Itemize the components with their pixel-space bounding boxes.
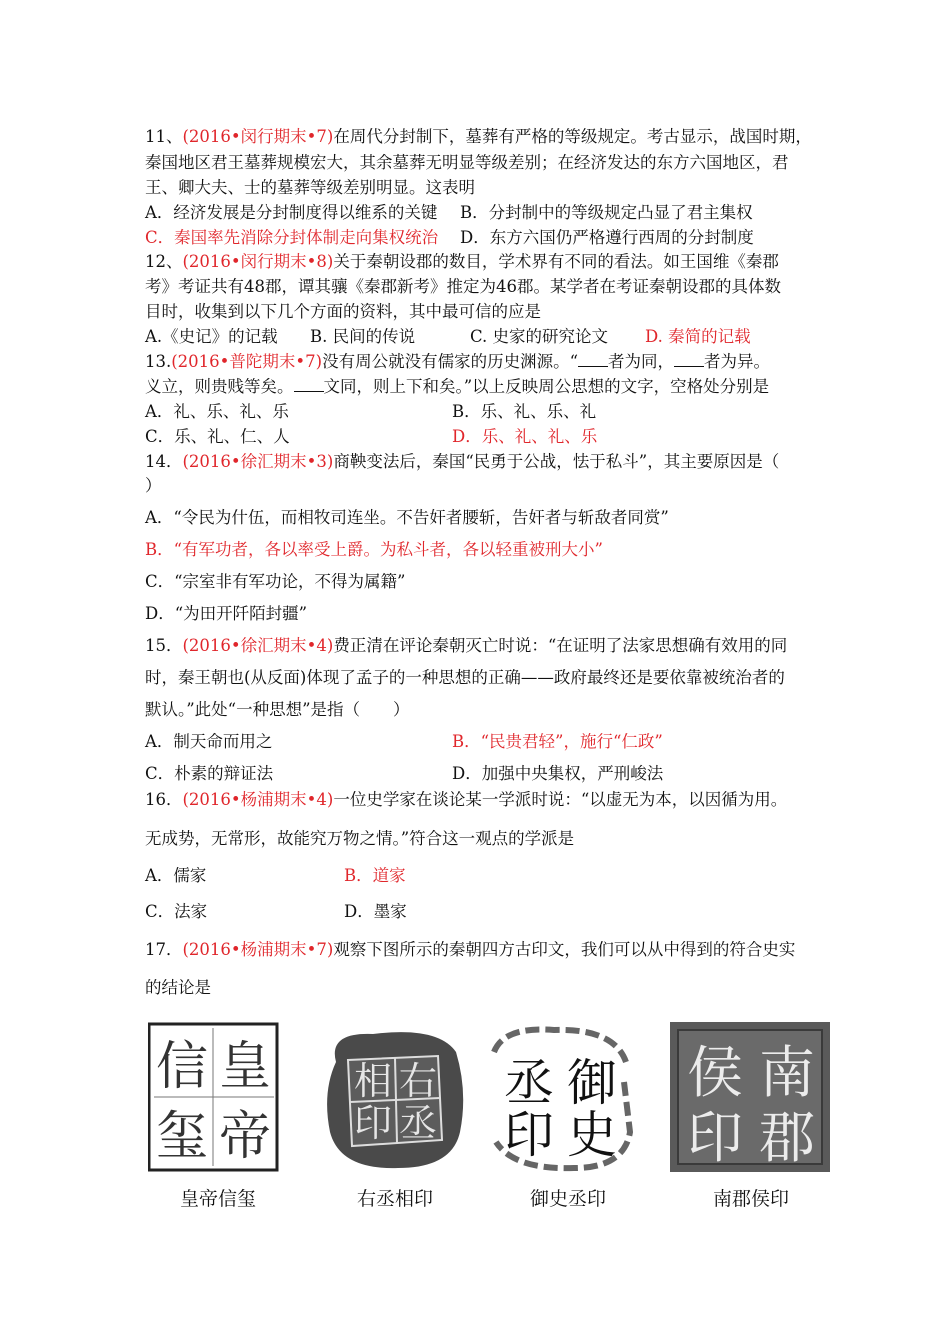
q17-text: 观察下图所示的秦朝四方古印文，我们可以从中得到的符合史实 [333, 940, 796, 959]
svg-text:印: 印 [504, 1106, 554, 1164]
svg-text:皇: 皇 [218, 1037, 272, 1097]
svg-text:相: 相 [353, 1059, 393, 1103]
q12-option-b: B. 民间的传说 [310, 327, 416, 346]
q13-line1 [145, 352, 770, 372]
seal-image-nanjun-houyin [670, 1022, 830, 1172]
q12-option-d-answer: D. 秦简的记载 [645, 327, 751, 346]
q12-option-a: A.《史记》的记载 [145, 327, 278, 346]
q13-number: 13. [145, 352, 172, 371]
q15-option-b-answer: B．“民贵君轻”，施行“仁政” [452, 732, 663, 751]
q13-text-d: 义立，则贵贱等矣。 [145, 377, 294, 396]
q15-text: 费正清在评论秦朝灭亡时说：“在证明了法家思想确有效用的同 [333, 636, 788, 655]
svg-text:印: 印 [353, 1101, 393, 1145]
q11-line3: 王、卿大夫、士的墓葬等级差别明显。这表明 [145, 178, 475, 197]
q16-number: 16． [145, 790, 183, 809]
q13-text: 没有周公就没有儒家的历史渊源。“ [322, 352, 579, 371]
q12-line3: 目时，收集到以下几个方面的资料，其中最可信的应是 [145, 302, 541, 321]
q17-number: 17． [145, 940, 183, 959]
q16-text: 一位史学家在谈论某一学派时说：“以虚无为本，以因循为用。 [333, 790, 788, 809]
q11-line2: 秦国地区君王墓葬规模宏大，其余墓葬无明显等级差别；在经济发达的东方六国地区，君 [145, 153, 789, 172]
q12-line2: 考》考证共有48郡，谭其骧《秦郡新考》推定为46郡。某学者在考证秦朝设郡的具体数 [145, 277, 781, 296]
svg-text:右: 右 [398, 1059, 438, 1103]
q11-source: (2016•闵行期末•7) [182, 127, 334, 146]
q11-option-a: A．经济发展是分封制度得以维系的关键 [145, 203, 438, 222]
svg-text:史: 史 [567, 1106, 617, 1164]
q11-option-d: D．东方六国仍严格遵行西周的分封制度 [460, 228, 754, 247]
q11-number: 11、 [145, 127, 183, 146]
q13-option-d-answer: D．乐、礼、礼、乐 [452, 427, 598, 446]
q16-option-b-answer: B．道家 [344, 866, 406, 885]
q17-line2: 的结论是 [145, 978, 211, 997]
q14-line1 [145, 452, 779, 472]
q11-option-b: B．分封制中的等级规定凸显了君主集权 [460, 203, 753, 222]
q14-text: 商鞅变法后，秦国“民勇于公战，怯于私斗”，其主要原因是（ [333, 452, 780, 471]
seal-image-yushicheng-yin [484, 1022, 634, 1172]
q15-number: 15． [145, 636, 183, 655]
seal-caption-1: 皇帝信玺 [179, 1188, 256, 1210]
svg-text:御: 御 [567, 1054, 617, 1112]
q15-line2: 时，秦王朝也(从反面)体现了孟子的一种思想的正确——政府最终还是要依靠被统治者的 [145, 668, 785, 687]
svg-text:丞: 丞 [504, 1054, 554, 1112]
seal-caption-3: 御史丞印 [529, 1188, 606, 1210]
q14-number: 14． [145, 452, 183, 471]
q14-line2: ） [145, 476, 162, 495]
q13-option-b: B．乐、礼、乐、礼 [452, 402, 597, 421]
q12-source: (2016•闵行期末•8) [182, 252, 334, 271]
q12-line1 [145, 252, 779, 272]
q15-line3: 默认。”此处“一种思想”是指（ ） [145, 700, 410, 719]
q14-option-d: D．“为田开阡陌封疆” [145, 604, 308, 623]
q13-line2 [145, 377, 769, 397]
svg-text:南: 南 [759, 1041, 815, 1106]
q16-source: (2016•杨浦期末•4) [182, 790, 334, 809]
q16-line1 [145, 790, 787, 810]
svg-text:丞: 丞 [398, 1101, 438, 1145]
svg-text:信: 信 [155, 1037, 209, 1097]
q14-option-c: C．“宗室非有军功论，不得为属籍” [145, 572, 406, 591]
svg-text:郡: 郡 [759, 1106, 815, 1171]
svg-text:帝: 帝 [218, 1107, 272, 1167]
q13-option-c: C．乐、礼、仁、人 [145, 427, 290, 446]
q14-source: (2016•徐汇期末•3) [182, 452, 334, 471]
q12-text: 关于秦朝设郡的数目，学术界有不同的看法。如王国维《秦郡 [333, 252, 779, 271]
q17-source: (2016•杨浦期末•7) [182, 940, 334, 959]
seal-image-huangdi-xinxi [148, 1022, 280, 1172]
svg-text:印: 印 [687, 1106, 743, 1171]
q12-option-c: C. 史家的研究论文 [470, 327, 609, 346]
q13-source: (2016•普陀期末•7) [171, 352, 323, 371]
q14-option-b-answer: B．“有军功者，各以率受上爵。为私斗者，各以轻重被刑大小” [145, 540, 603, 559]
q13-text-c: 者为异。 [704, 352, 771, 371]
q15-option-c: C．朴素的辩证法 [145, 764, 274, 783]
blank-1 [578, 352, 608, 367]
q12-number: 12、 [145, 252, 183, 271]
q16-option-a: A．儒家 [145, 866, 207, 885]
seal-caption-4: 南郡侯印 [712, 1188, 789, 1210]
q13-option-a: A．礼、乐、礼、乐 [145, 402, 289, 421]
blank-3 [294, 377, 324, 392]
q11-option-c-answer: C．秦国率先消除分封体制走向集权统治 [145, 228, 439, 247]
q11-line1 [145, 127, 812, 147]
q17-line1 [145, 940, 795, 960]
q16-option-c: C．法家 [145, 902, 208, 921]
svg-text:玺: 玺 [155, 1107, 209, 1167]
q14-option-a: A．“令民为什伍，而相牧司连坐。不告奸者腰斩，告奸者与斩敌者同赏” [145, 508, 669, 527]
q15-source: (2016•徐汇期末•4) [182, 636, 334, 655]
q16-line2: 无成势，无常形，故能究万物之情。”符合这一观点的学派是 [145, 829, 575, 848]
q15-option-a: A．制天命而用之 [145, 732, 273, 751]
q13-text-b: 者为同， [608, 352, 675, 371]
seal-image-youchengxiang-yin [318, 1022, 468, 1172]
q11-text: 在周代分封制下，墓葬有严格的等级规定。考古显示，战国时期， [333, 127, 812, 146]
q13-text-e: 文同，则上下和矣。”以上反映周公思想的文字，空格处分别是 [323, 377, 770, 396]
q15-option-d: D．加强中央集权，严刑峻法 [452, 764, 664, 783]
seal-caption-2: 右丞相印 [356, 1188, 433, 1210]
q16-option-d: D．墨家 [344, 902, 407, 921]
blank-2 [674, 352, 704, 367]
svg-text:侯: 侯 [687, 1041, 743, 1106]
q15-line1 [145, 636, 787, 656]
